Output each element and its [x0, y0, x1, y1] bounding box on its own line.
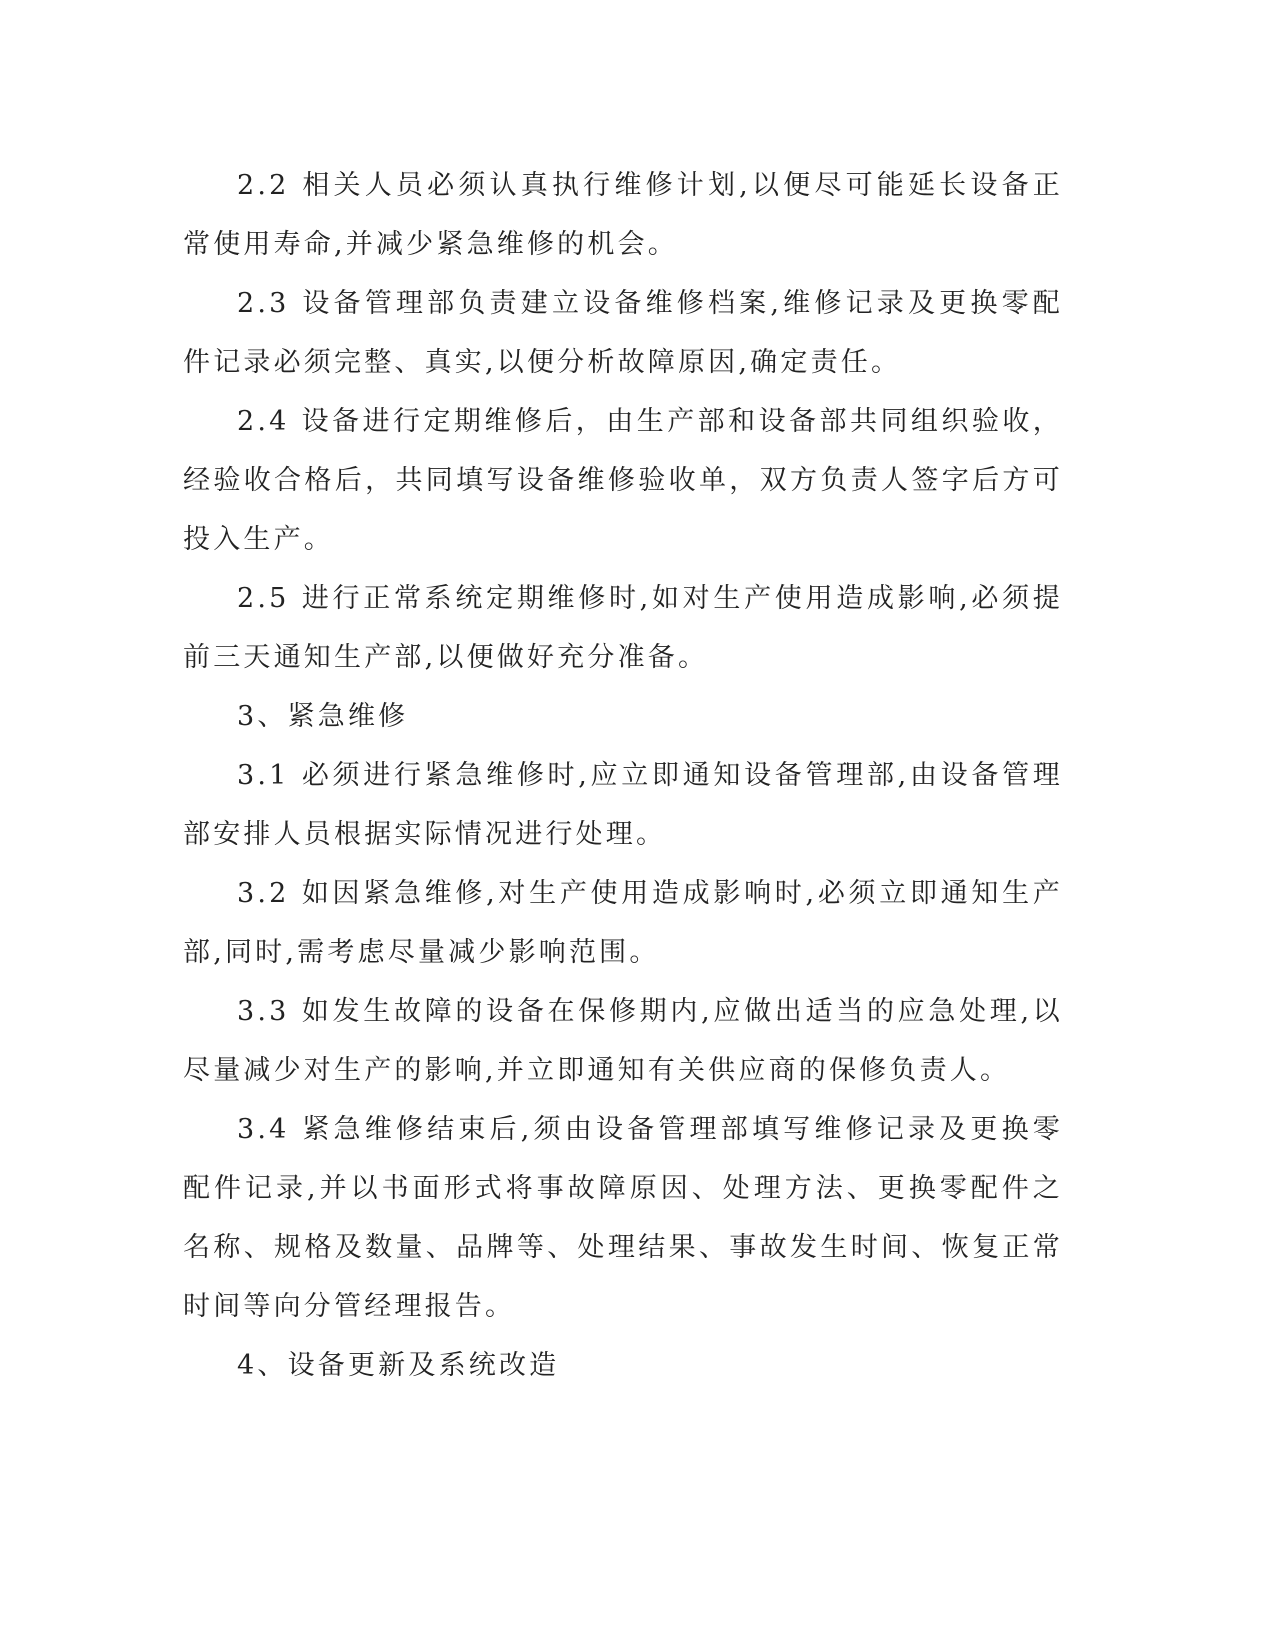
section-heading-3: 3、紧急维修 [237, 701, 409, 732]
paragraph-3-4: 3.4 紧急维修结束后,须由设备管理部填写维修记录及更换零配件记录,并以书面形式将事故障原因、处理方法、更换零配件之名称、规格及数量、品牌等、处理结果、事故发生时间、恢复正常时间等向分管经理报告。 [183, 1114, 1063, 1322]
section-heading-4: 4、设备更新及系统改造 [237, 1350, 560, 1381]
paragraph-2-2: 2.2 相关人员必须认真执行维修计划,以便尽可能延长设备正常使用寿命,并减少紧急维修的机会。 [183, 170, 1063, 260]
paragraph-3-3: 3.3 如发生故障的设备在保修期内,应做出适当的应急处理,以尽量减少对生产的影响,并立即通知有关供应商的保修负责人。 [183, 996, 1063, 1086]
paragraph-2-4: 2.4 设备进行定期维修后，由生产部和设备部共同组织验收，经验收合格后，共同填写设备维修验收单，双方负责人签字后方可投入生产。 [183, 406, 1063, 555]
paragraph-3-2: 3.2 如因紧急维修,对生产使用造成影响时,必须立即通知生产部,同时,需考虑尽量减少影响范围。 [183, 878, 1063, 968]
paragraph-3-1: 3.1 必须进行紧急维修时,应立即通知设备管理部,由设备管理部安排人员根据实际情况进行处理。 [183, 760, 1063, 850]
paragraph-2-5: 2.5 进行正常系统定期维修时,如对生产使用造成影响,必须提前三天通知生产部,以便做好充分准备。 [183, 583, 1063, 673]
document-body [183, 156, 1063, 1395]
paragraph-2-3: 2.3 设备管理部负责建立设备维修档案,维修记录及更换零配件记录必须完整、真实,以便分析故障原因,确定责任。 [183, 288, 1063, 378]
